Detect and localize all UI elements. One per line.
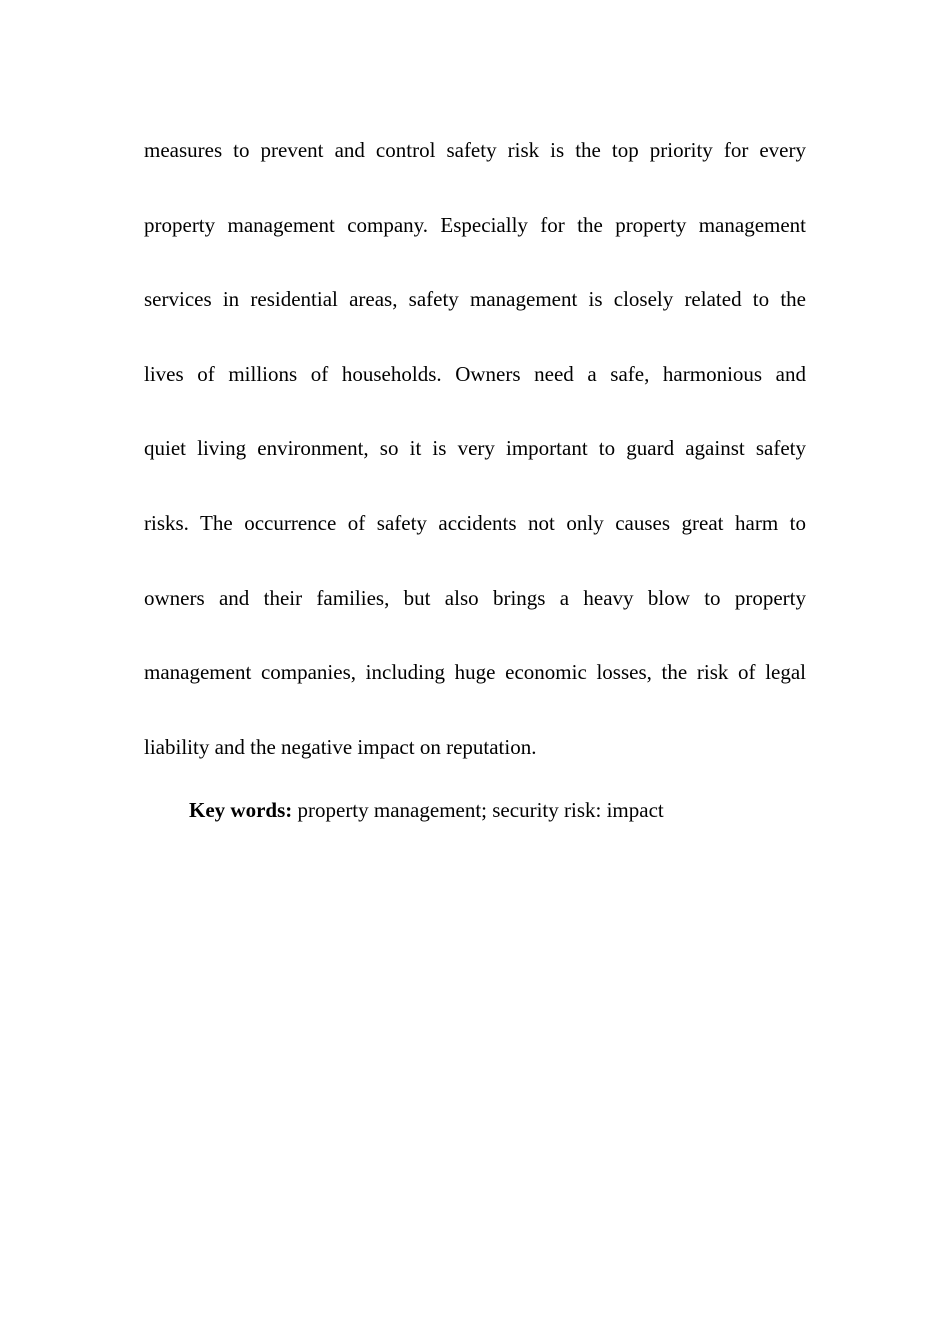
paragraph-line: quiet living environment, so it is very important to guard against safety [144,436,806,461]
paragraph-line: lives of millions of households. Owners need a safe, harmonious and [144,361,806,386]
paragraph-line: property management company. Especially for the property management [144,212,806,237]
paragraph-line: measures to prevent and control safety risk is the top priority for every [144,138,806,162]
keywords [189,797,664,823]
paragraph-line: risks. The occurrence of safety accidents not only causes great harm to [144,510,806,535]
keywords-label: Key words: [189,798,293,822]
keywords-value: property management; security risk: impact [292,798,664,822]
paragraph-line-last: liability and the negative impact on reputation. [144,734,537,759]
abstract-paragraph [144,128,806,799]
paragraph-line: management companies, including huge economic losses, the risk of legal [144,660,806,685]
paragraph-line: owners and their families, but also brings a heavy blow to property [144,585,806,610]
paragraph-line: services in residential areas, safety management is closely related to the [144,287,806,312]
